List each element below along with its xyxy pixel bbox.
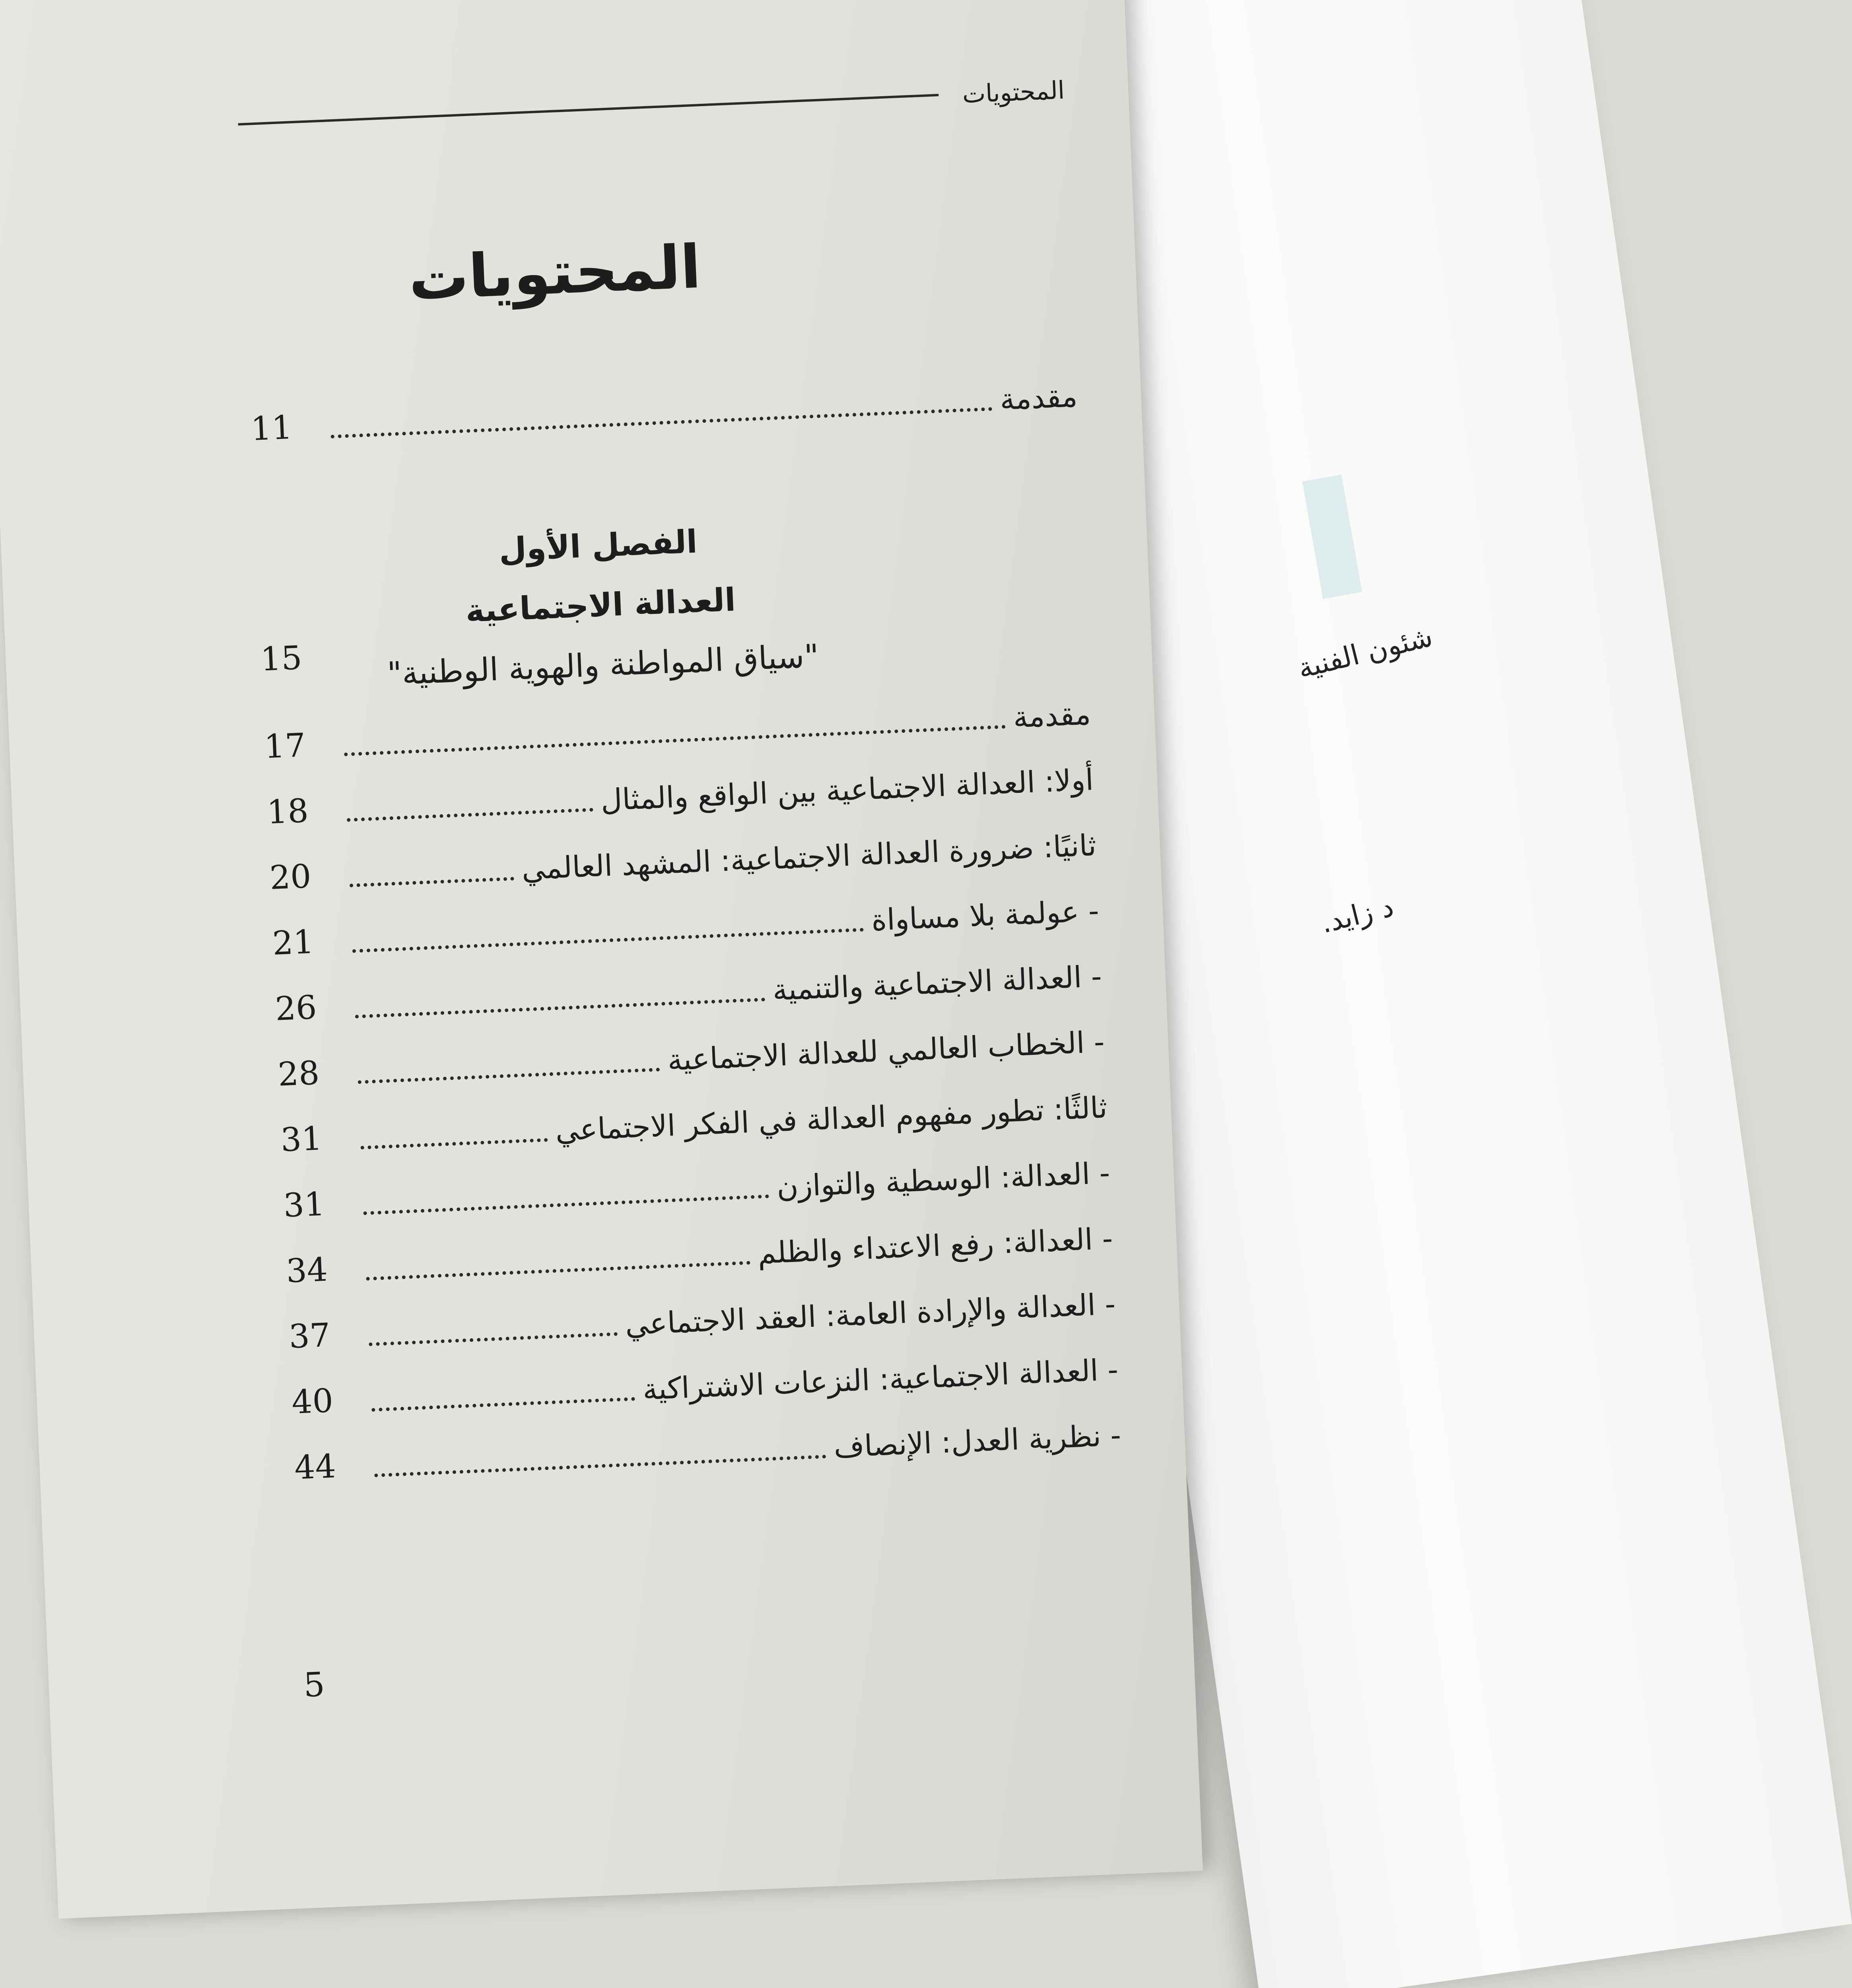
running-head-title: المحتويات — [962, 75, 1065, 109]
toc-entry-title: أولا: العدالة الاجتماعية بين الواقع والمثال — [600, 763, 1094, 818]
leader-dots — [366, 1261, 750, 1280]
chapter-subtitle: "سياق المواطنة والهوية الوطنية" — [386, 637, 820, 693]
leader-dots — [331, 407, 993, 439]
toc-entry-intro — [250, 376, 1078, 448]
toc-entry-title: - العدالة والإرادة العامة: العقد الاجتماعي — [624, 1287, 1116, 1342]
toc-entry — [286, 1218, 1114, 1290]
leader-dots — [355, 998, 765, 1018]
toc-entry — [291, 1349, 1119, 1421]
toc-entry-page: 18 — [266, 792, 309, 832]
chapter-name: العدالة الاجتماعية — [464, 581, 737, 629]
chapter-page: 15 — [260, 639, 303, 679]
leader-dots — [352, 928, 864, 953]
toc-entry-page: 17 — [263, 726, 307, 766]
page-number: 5 — [303, 1665, 326, 1705]
table-of-contents — [237, 74, 1137, 1856]
leader-dots — [361, 1138, 548, 1149]
leader-dots — [344, 725, 1006, 756]
toc-entry — [272, 890, 1100, 963]
toc-entry-title: - الخطاب العالمي للعدالة الاجتماعية — [667, 1025, 1106, 1077]
toc-entry — [266, 759, 1094, 831]
toc-entry-page: 31 — [280, 1120, 323, 1159]
toc-entry — [263, 693, 1091, 766]
leader-dots — [369, 1332, 618, 1346]
background-text-1: شئون الفنية — [1294, 620, 1436, 685]
page-title: المحتويات — [407, 232, 702, 314]
toc-entry-title: - عولمة بلا مساواة — [871, 893, 1100, 938]
toc-entry — [288, 1283, 1116, 1356]
toc-entry-page: 40 — [291, 1382, 334, 1421]
toc-entry — [280, 1087, 1108, 1159]
toc-entry-page: 28 — [277, 1054, 321, 1094]
toc-entry-title: - العدالة: الوسطية والتوازن — [776, 1156, 1111, 1204]
toc-entry-page: 21 — [272, 923, 315, 963]
toc-entry — [277, 1021, 1105, 1094]
toc-entry-title: ثانيًا: ضرورة العدالة الاجتماعية: المشهد العالمي — [521, 828, 1097, 887]
toc-entry — [269, 825, 1097, 897]
toc-entry-title: مقدمة — [1012, 697, 1092, 735]
toc-entry — [283, 1152, 1111, 1225]
toc-entry-page: 31 — [282, 1185, 326, 1225]
toc-entry-page: 11 — [250, 408, 293, 448]
toc-entry — [274, 956, 1102, 1028]
running-head-rule — [238, 94, 939, 126]
toc-entry-title: مقدمة — [999, 379, 1079, 417]
background-text-2: د زايد. — [1317, 890, 1397, 940]
toc-entry-page: 34 — [285, 1250, 328, 1291]
toc-entry-page: 26 — [274, 988, 318, 1028]
toc-entry-page: 20 — [269, 857, 312, 897]
toc-entry-title: - العدالة الاجتماعية والتنمية — [772, 959, 1103, 1008]
toc-entry-title: - العدالة الاجتماعية: النزعات الاشتراكية — [642, 1352, 1119, 1407]
toc-entry-page: 37 — [288, 1316, 331, 1356]
toc-entry-title: ثالثًا: تطور مفهوم العدالة في الفكر الاجتماعي — [554, 1090, 1108, 1148]
leader-dots — [371, 1397, 635, 1412]
leader-dots — [358, 1068, 660, 1084]
running-head — [237, 74, 1065, 140]
toc-entry-title: - العدالة: رفع الاعتداء والظلم — [757, 1221, 1114, 1271]
toc-entry-page: 44 — [293, 1447, 337, 1487]
leader-dots — [350, 877, 514, 887]
toc-entry-title: - نظرية العدل: الإنصاف — [833, 1418, 1122, 1464]
leader-dots — [347, 808, 593, 822]
leader-dots — [374, 1455, 826, 1477]
leader-dots — [363, 1194, 769, 1215]
chapter-label: الفصل الأول — [498, 523, 698, 569]
toc-entry — [293, 1415, 1121, 1487]
